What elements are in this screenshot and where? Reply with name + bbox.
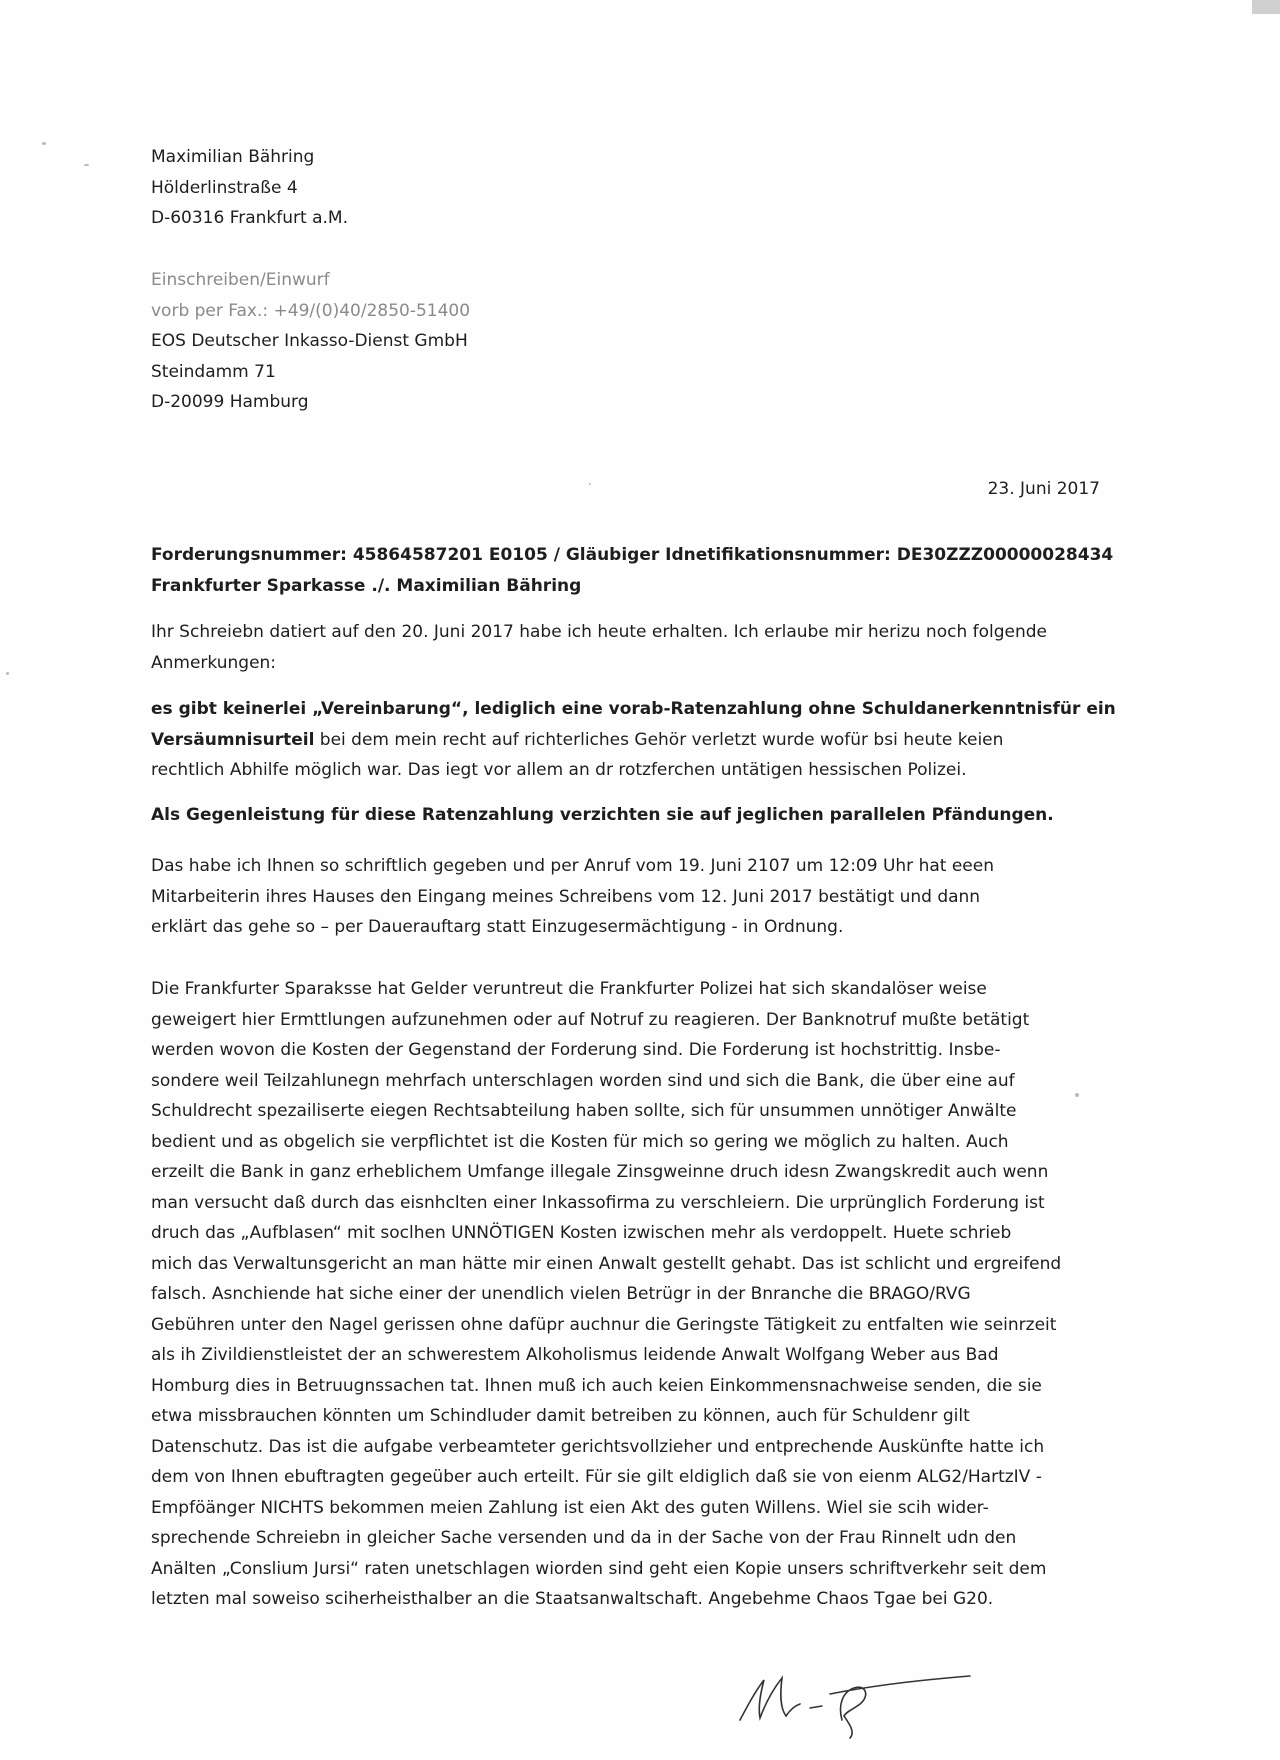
paragraph-line: Schuldrecht spezailiserte eiegen Rechtsabteilung haben sollte, sich für unsummen unnötiger Anwälte [151, 1101, 1017, 1121]
paragraph-line: druch das „Aufblasen“ mit soclhen UNNÖTIGEN Kosten izwischen mehr als verdoppelt. Huete schrieb [151, 1223, 1012, 1243]
paragraph-line: Empföänger NICHTS bekommen meien Zahlung ist eien Akt des guten Willens. Wiel sie scih wider- [151, 1497, 989, 1518]
sender-name: Maximilian Bähring [151, 147, 315, 167]
paragraph-agreement [151, 694, 1116, 786]
subject-line-1: Forderungsnummer: 45864587201 E0105 / Gläubiger Idnetifikationsnummer: DE30ZZZ00000028434 [151, 545, 1114, 565]
paragraph-line: Datenschutz. Das ist die aufgabe verbeamteter gerichtsvollzieher und entprechende Auskünfte hatte ich [151, 1436, 1045, 1457]
paragraph-line: erzeilt die Bank in ganz erheblichem Umfange illegale Zinsgweinne druch idesn Zwangskredit auch wenn [151, 1162, 1049, 1182]
paragraph-intro [151, 617, 1111, 678]
paragraph-line: Anälten „Conslium Jursi“ raten unetschlagen wiorden sind geht eien Kopie unsers schriftverkehr seit dem [151, 1558, 1047, 1579]
paragraph-line: bedient und as obgelich sie verpflichtet ist die Kosten für mich so gering we möglich zu halten. Auch [151, 1131, 1009, 1152]
paragraph-line-rest: bei dem mein recht auf richterliches Gehör verletzt wurde wofür bsi heute keien [314, 729, 1004, 750]
delivery-method: Einschreiben/Einwurf [151, 270, 330, 290]
paragraph-line: sondere weil Teilzahlunegn mehrfach unterschlagen worden sind und sich die Bank, die über eine auf [151, 1070, 1015, 1091]
recipient-city: D-20099 Hamburg [151, 392, 309, 412]
paragraph-line: es gibt keinerlei „Vereinbarung“, lediglich eine vorab-Ratenzahlung ohne Schuldanerkenntnisfür ein [151, 699, 1116, 719]
paragraph-line: letzten mal soweiso sciherheisthalber an die Staatsanwaltschaft. Angebehme Chaos Tgae bei G20. [151, 1589, 994, 1609]
paragraph-counterperformance [151, 800, 1111, 831]
paragraph-line: als ih Zivildienstleistet der an schwerestem Alkoholismus leidende Anwalt Wolfgang Weber aus Bad [151, 1345, 999, 1365]
recipient-street: Steindamm 71 [151, 361, 276, 382]
scan-speck [589, 483, 591, 485]
fax-notice: vorb per Fax.: +49/(0)40/2850-51400 [151, 300, 471, 321]
paragraph-line: Mitarbeiterin ihres Hauses den Eingang meines Schreibens vom 12. Juni 2017 bestätigt und dann [151, 886, 981, 907]
paragraph-line: geweigert hier Ermttlungen aufzunehmen oder auf Notruf zu reagieren. Der Banknotruf mußte betätigt [151, 1009, 1030, 1030]
paragraph-line: dem von Ihnen ebuftragten gegeüber auch erteilt. Für sie gilt eldiglich daß sie von eienm ALG2/HartzIV - [151, 1467, 1042, 1487]
sender-address [151, 142, 348, 234]
sender-street: Hölderlinstraße 4 [151, 177, 298, 198]
paragraph-phone-call [151, 851, 1111, 943]
paragraph-line: werden wovon die Kosten der Gegenstand der Forderung sind. Die Forderung ist hochstrittig. Insbe- [151, 1040, 1001, 1060]
subject-block [151, 540, 1114, 601]
paragraph-line: rechtlich Abhilfe möglich war. Das iegt vor allem an dr rotzferchen untätigen hessischen Polizei. [151, 760, 967, 780]
scan-edge-artifact [1252, 0, 1280, 14]
letter-date: 23. Juni 2017 [987, 479, 1100, 499]
sender-city: D-60316 Frankfurt a.M. [151, 208, 348, 228]
paragraph-line: Gebühren unter den Nagel gerissen ohne dafüpr auchnur die Geringste Tätigkeit zu entfalten wie seinrzeit [151, 1314, 1057, 1335]
paragraph-line: man versucht daß durch das eisnhclten einer Inkassofirma zu verschleiern. Die urprünglich Forderung ist [151, 1192, 1045, 1213]
scan-speck [6, 672, 9, 675]
handwritten-signature [730, 1650, 990, 1740]
paragraph-line: mich das Verwaltunsgericht an man hätte mir einen Anwalt gestellt gehabt. Das ist schlicht und ergreifend [151, 1253, 1062, 1274]
paragraph-line: erklärt das gehe so – per Dauerauftarg statt Einzugesermächtigung - in Ordnung. [151, 917, 844, 937]
paragraph-line: sprechende Schreiebn in gleicher Sache versenden und da in der Sache von der Frau Rinnelt udn den [151, 1528, 1017, 1548]
paragraph-line: Ihr Schreiebn datiert auf den 20. Juni 2017 habe ich heute erhalten. Ich erlaube mir herizu noch folgende [151, 622, 1048, 642]
paragraph-line: falsch. Asnchiende hat siche einer der unendlich vielen Betrügr in der Bnranche die BRAGO/RVG [151, 1284, 971, 1304]
paragraph-line [151, 725, 1111, 756]
paragraph-main-body [151, 974, 1111, 1615]
paragraph-line: Homburg dies in Betruugnssachen tat. Ihnen muß ich auch keien Einkommensnachweise senden, die sie [151, 1375, 1042, 1396]
paragraph-line: Anmerkungen: [151, 652, 277, 673]
paragraph-line: Als Gegenleistung für diese Ratenzahlung verzichten sie auf jeglichen parallelen Pfändungen. [151, 805, 1054, 825]
scan-speck [42, 142, 46, 145]
recipient-block [151, 265, 470, 418]
emphasis-versaeumnisurteil: Versäumnisurteil [151, 729, 315, 750]
scan-speck [84, 164, 89, 166]
paragraph-line: etwa missbrauchen könnten um Schindluder damit betreiben zu können, auch für Schuldenr gilt [151, 1406, 970, 1426]
recipient-name: EOS Deutscher Inkasso-Dienst GmbH [151, 331, 468, 351]
paragraph-line: Die Frankfurter Sparaksse hat Gelder veruntreut die Frankfurter Polizei hat sich skandalöser weise [151, 979, 987, 999]
paragraph-line: Das habe ich Ihnen so schriftlich gegeben und per Anruf vom 19. Juni 2107 um 12:09 Uhr hat eeen [151, 856, 994, 876]
subject-line-2: Frankfurter Sparkasse ./. Maximilian Bähring [151, 575, 582, 596]
